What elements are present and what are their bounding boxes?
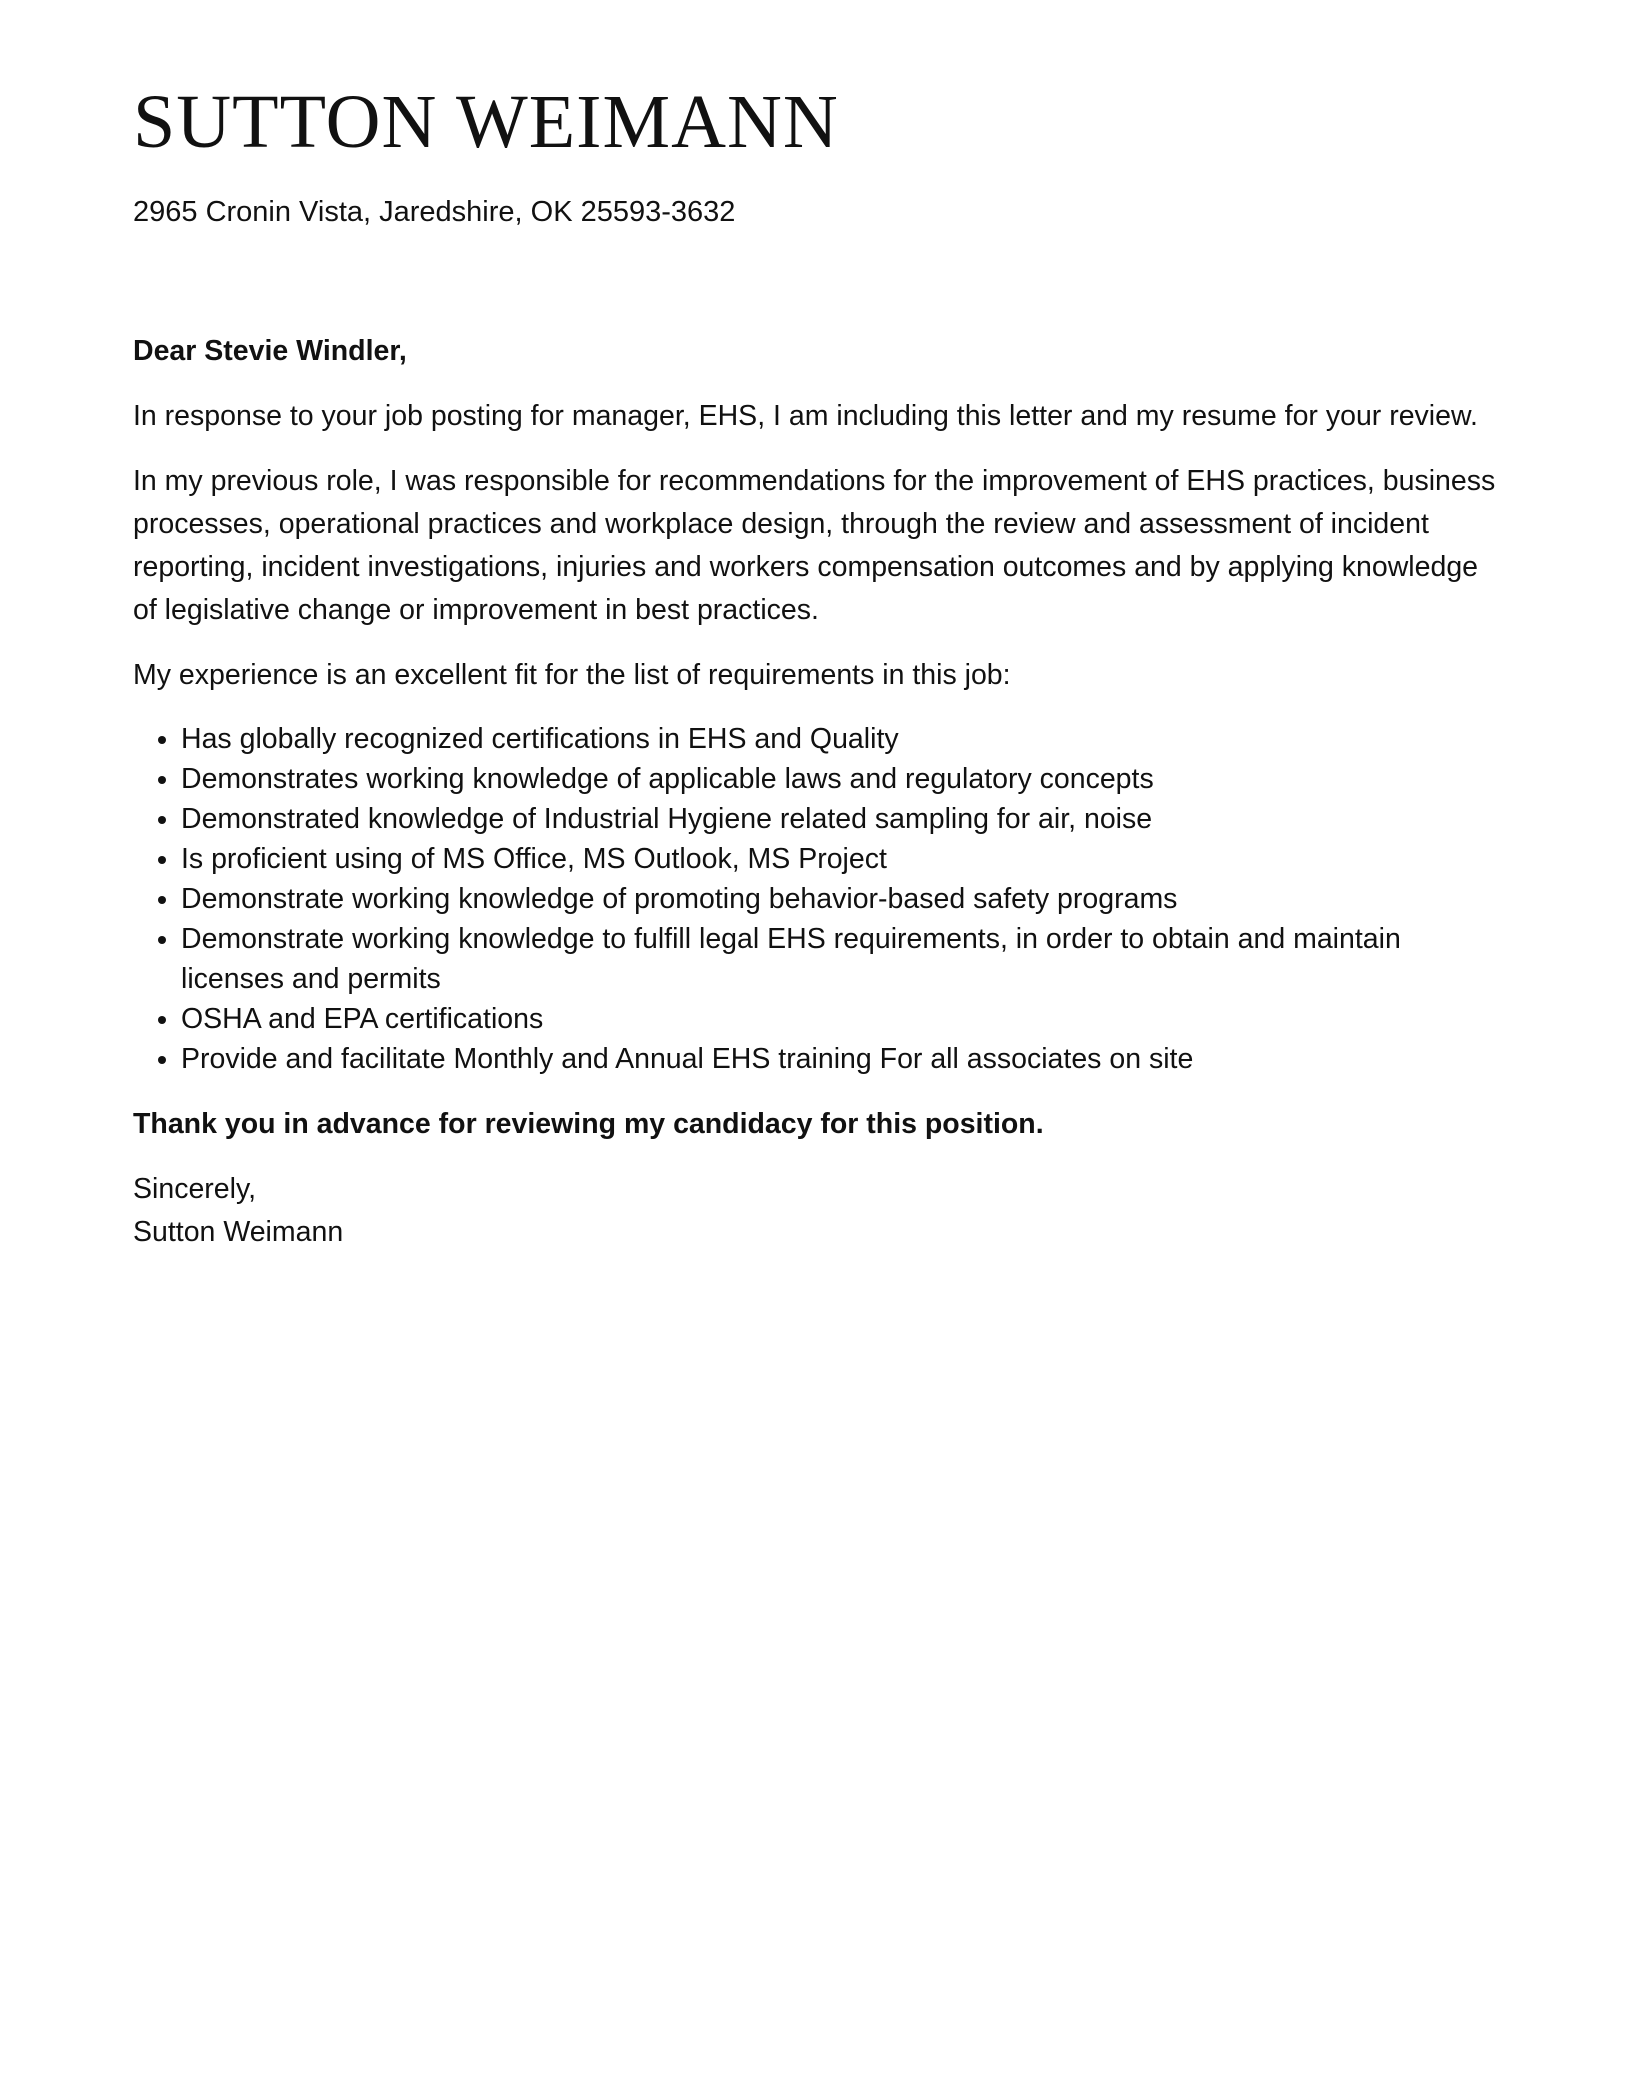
paragraph-fit: My experience is an excellent fit for the list of requirements in this job: [133,659,1011,691]
signoff: Sincerely, [133,1173,257,1205]
list-item: • Has globally recognized certifications in EHS and Quality [181,719,1503,759]
list-item: • Demonstrate working knowledge of promoting behavior-based safety programs [181,879,1503,919]
signature: Sutton Weimann [133,1216,344,1248]
list-item: • Demonstrate working knowledge to fulfill legal EHS requirements, in order to obtain and maintain licenses and permits [181,919,1503,999]
list-item: • Provide and facilitate Monthly and Annual EHS training For all associates on site [181,1039,1503,1079]
thanks-line: Thank you in advance for reviewing my candidacy for this position. [133,1108,1044,1140]
greeting: Dear Stevie Windler, [133,335,407,367]
paragraph-intro: In response to your job posting for manager, EHS, I am including this letter and my resume for your review. [133,400,1478,432]
letter-body [133,330,1503,1276]
applicant-name: SUTTON WEIMANN [133,80,839,164]
applicant-address: 2965 Cronin Vista, Jaredshire, OK 25593-3632 [133,196,736,228]
paragraph-experience: In my previous role, I was responsible for recommendations for the improvement of EHS practices, business processes, operational practices and workplace design, through the review and assessment of incident reporting, incident investigations, injuries and workers compensation outcomes and by applying knowledge of legislative change or improvement in best practices. [133,465,1496,626]
list-item: • OSHA and EPA certifications [181,999,1503,1039]
list-item: • Is proficient using of MS Office, MS Outlook, MS Project [181,839,1503,879]
closing [133,1168,1503,1254]
requirements-list [133,719,1503,1079]
list-item: • Demonstrated knowledge of Industrial Hygiene related sampling for air, noise [181,799,1503,839]
list-item: • Demonstrates working knowledge of applicable laws and regulatory concepts [181,759,1503,799]
